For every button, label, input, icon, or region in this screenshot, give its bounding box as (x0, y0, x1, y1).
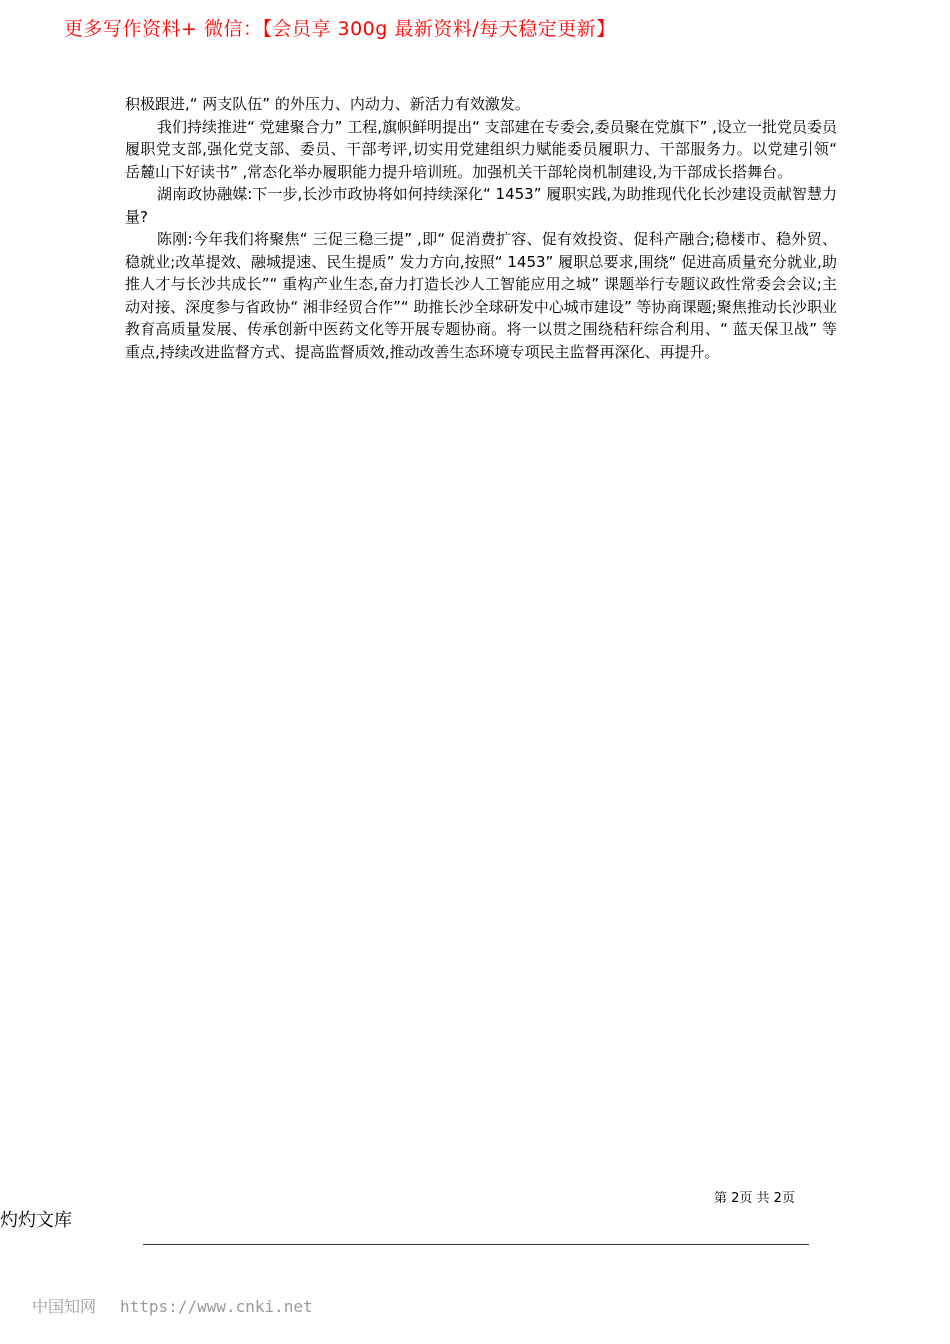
page-number: 第 2页 共 2页 (714, 1191, 795, 1206)
library-name: 灼灼文库 (0, 1210, 72, 1231)
article-paragraph: 湖南政协融媒:下一步,长沙市政协将如何持续深化“ 1453” 履职实践,为助推现代化长沙建设贡献智慧力量? (125, 185, 837, 226)
article-paragraph: 我们持续推进“ 党建聚合力” 工程,旗帜鲜明提出“ 支部建在专委会,委员聚在党旗下” ,设立一批党员委员履职党支部,强化党支部、委员、干部考评,切实用党建组织力赋能委员履职力、干部服务力。以党建引领“ 岳麓山下好读书” ,常态化举办履职能力提升培训班。加强机关干部轮岗机制建设,为干部成长搭舞台。 (125, 117, 837, 181)
promo-banner: 更多写作资料+ 微信：【会员享 300g 最新资料/每天稳定更新】 (64, 18, 616, 40)
cnki-watermark (32, 1294, 313, 1317)
article-paragraph: 陈刚:今年我们将聚焦“ 三促三稳三提” ,即“ 促消费扩容、促有效投资、促科产融合;稳楼市、稳外贸、稳就业;改革提效、融城提速、民生提质” 发力方向,按照“ 1453” 履职总要求,围绕“ 促进高质量充分就业,助推人才与长沙共成长”“ 重构产业生态,奋力打造长沙人工智能应用之城” 课题举行专题议政性常委会会议;主动对接、深度参与省政协“ 湘非经贸合作”“ 助推长沙全球研发中心城市建设” 等协商课题;聚焦推动长沙职业教育高质量发展、传承创新中医药文化等开展专题协商。将一以贯之围绕秸秆综合利用、“ 蓝天保卫战” 等重点,持续改进监督方式、提高监督质效,推动改善生态环境专项民主监督再深化、再提升。 (125, 230, 837, 361)
watermark-site-name: 中国知网 (32, 1297, 97, 1316)
footer-divider (143, 1244, 809, 1245)
watermark-url: https://www.cnki.net (120, 1297, 313, 1316)
article-paragraph: 积极跟进,“ 两支队伍” 的外压力、内动力、新活力有效激发。 (125, 95, 530, 113)
article-body (125, 93, 837, 363)
